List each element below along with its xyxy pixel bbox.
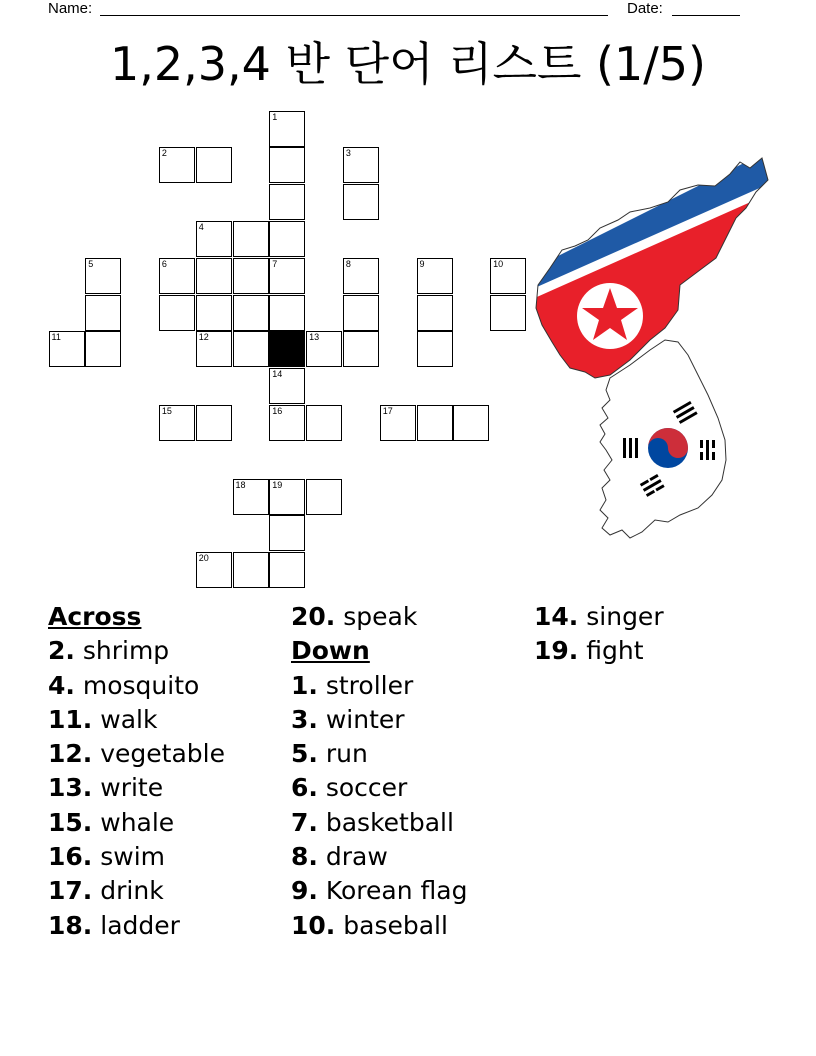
grid-cell-13[interactable] — [306, 331, 342, 367]
grid-cell[interactable] — [233, 331, 269, 367]
grid-cell-15[interactable] — [159, 405, 195, 441]
name-label: Name: — [48, 0, 93, 17]
cell-number: 1 — [272, 111, 278, 122]
clue-column-1 — [48, 600, 225, 943]
clue-down-3: 3. winter — [291, 704, 405, 734]
grid-cell[interactable] — [269, 515, 305, 551]
grid-cell[interactable] — [306, 405, 342, 441]
grid-cell[interactable] — [417, 405, 453, 441]
grid-cell-19[interactable] — [269, 479, 305, 515]
grid-cell[interactable] — [233, 221, 269, 257]
grid-cell-9[interactable] — [417, 258, 453, 294]
clue-across-15: 15. whale — [48, 807, 175, 837]
grid-cell[interactable] — [159, 295, 195, 331]
clue-across-2: 2. shrimp — [48, 636, 170, 666]
korea-flag-map-image — [530, 150, 800, 550]
grid-cell-1[interactable] — [269, 111, 305, 147]
cell-number: 11 — [51, 332, 61, 343]
clue-down-9: 9. Korean flag — [291, 876, 468, 906]
clue-column-3 — [534, 600, 664, 669]
grid-cell[interactable] — [306, 479, 342, 515]
grid-cell[interactable] — [417, 331, 453, 367]
grid-cell[interactable] — [196, 147, 232, 183]
grid-cell[interactable] — [196, 405, 232, 441]
cell-number: 9 — [419, 258, 425, 269]
clue-across-4: 4. mosquito — [48, 670, 200, 700]
grid-cell-18[interactable] — [233, 479, 269, 515]
clue-column-2 — [291, 600, 467, 943]
grid-cell[interactable] — [196, 258, 232, 294]
grid-cell-16[interactable] — [269, 405, 305, 441]
grid-cell[interactable] — [417, 295, 453, 331]
grid-cell-5[interactable] — [85, 258, 121, 294]
grid-cell-20[interactable] — [196, 552, 232, 588]
cell-number: 6 — [161, 258, 167, 269]
grid-cell-14[interactable] — [269, 368, 305, 404]
grid-cell[interactable] — [343, 295, 379, 331]
grid-cell[interactable] — [343, 184, 379, 220]
clue-down-6: 6. soccer — [291, 773, 408, 803]
cell-number: 15 — [161, 405, 172, 416]
cell-number: 13 — [309, 332, 320, 343]
cell-number: 14 — [272, 369, 283, 380]
grid-cell[interactable] — [85, 331, 121, 367]
clue-across-17: 17. drink — [48, 876, 164, 906]
cell-number: 3 — [345, 148, 351, 159]
cell-number: 4 — [198, 221, 204, 232]
taegeuk-symbol — [648, 428, 688, 468]
cell-number: 2 — [161, 148, 167, 159]
grid-cell[interactable] — [453, 405, 489, 441]
cell-number: 5 — [88, 258, 94, 269]
grid-cell-10[interactable] — [490, 258, 526, 294]
cell-number: 18 — [235, 479, 246, 490]
grid-cell-8[interactable] — [343, 258, 379, 294]
grid-cell[interactable] — [490, 295, 526, 331]
name-blank-line[interactable] — [100, 15, 608, 16]
grid-cell-7[interactable] — [269, 258, 305, 294]
date-label: Date: — [627, 0, 663, 17]
grid-cell[interactable] — [233, 295, 269, 331]
clue-down-19: 19. fight — [534, 636, 644, 666]
clue-down-1: 1. stroller — [291, 670, 414, 700]
clue-down-10: 10. baseball — [291, 910, 448, 940]
grid-cell-blocked — [269, 331, 305, 367]
clue-across-16: 16. swim — [48, 842, 166, 872]
clue-down-5: 5. run — [291, 739, 368, 769]
cell-number: 7 — [272, 258, 278, 269]
cell-number: 20 — [198, 553, 209, 564]
cell-number: 17 — [382, 405, 393, 416]
grid-cell[interactable] — [196, 295, 232, 331]
page-title: 1,2,3,4 반 단어 리스트 (1/5) — [110, 37, 706, 91]
grid-cell[interactable] — [269, 147, 305, 183]
clue-across-11: 11. walk — [48, 704, 158, 734]
grid-cell-11[interactable] — [49, 331, 85, 367]
grid-cell-12[interactable] — [196, 331, 232, 367]
grid-cell-4[interactable] — [196, 221, 232, 257]
clue-across-18: 18. ladder — [48, 910, 180, 940]
cell-number: 12 — [198, 332, 209, 343]
grid-cell-17[interactable] — [380, 405, 416, 441]
grid-cell[interactable] — [233, 258, 269, 294]
cell-number: 10 — [493, 258, 504, 269]
grid-cell[interactable] — [269, 184, 305, 220]
date-blank-line[interactable] — [672, 15, 740, 16]
clue-across-13: 13. write — [48, 773, 164, 803]
cell-number: 16 — [272, 405, 283, 416]
clue-down-8: 8. draw — [291, 842, 388, 872]
clue-down-7: 7. basketball — [291, 807, 454, 837]
grid-cell[interactable] — [269, 221, 305, 257]
grid-cell[interactable] — [343, 331, 379, 367]
grid-cell-2[interactable] — [159, 147, 195, 183]
across-heading: Across — [48, 602, 142, 631]
cell-number: 8 — [345, 258, 351, 269]
grid-cell[interactable] — [85, 295, 121, 331]
clue-across-12: 12. vegetable — [48, 739, 225, 769]
cell-number: 19 — [272, 479, 283, 490]
grid-cell[interactable] — [269, 295, 305, 331]
grid-cell[interactable] — [269, 552, 305, 588]
down-heading: Down — [291, 636, 370, 666]
grid-cell[interactable] — [233, 552, 269, 588]
grid-cell-6[interactable] — [159, 258, 195, 294]
grid-cell-3[interactable] — [343, 147, 379, 183]
clue-down-14: 14. singer — [534, 602, 664, 631]
clue-across-20: 20. speak — [291, 602, 418, 631]
header-line — [48, 0, 748, 20]
